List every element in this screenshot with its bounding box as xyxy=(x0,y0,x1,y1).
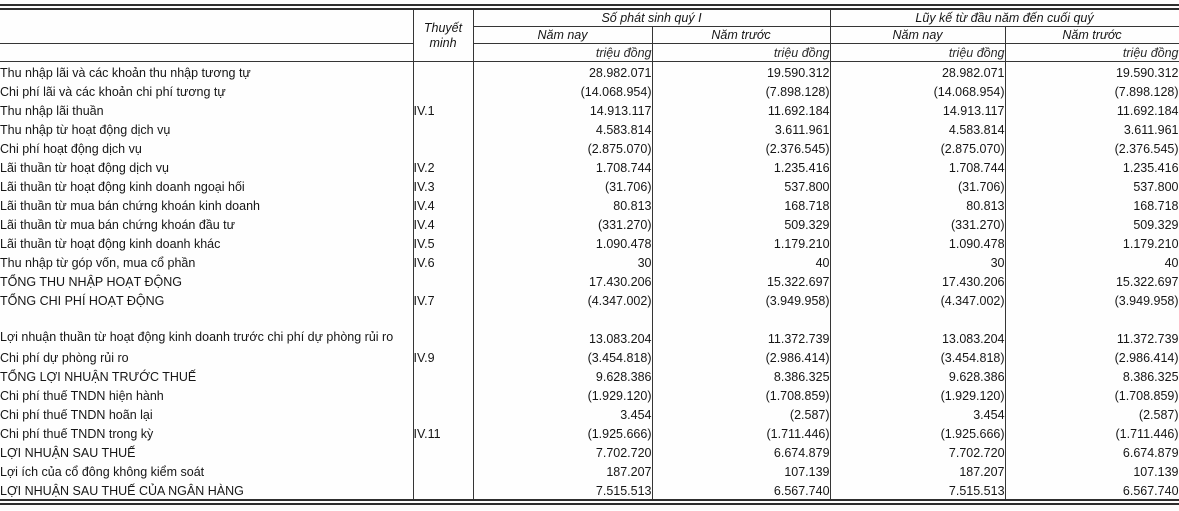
notes-column-header: Thuyết minh xyxy=(413,10,473,62)
row-label: Chi phí thuế TNDN hoãn lại xyxy=(0,408,153,422)
value-cell: (1.929.120) xyxy=(473,385,652,404)
value-cell: 11.692.184 xyxy=(652,100,830,119)
row-label: Lãi thuần từ hoạt động kinh doanh ngoại hối xyxy=(0,180,245,194)
row-label: Chi phí hoạt động dịch vụ xyxy=(0,142,142,156)
value-cell: 1.235.416 xyxy=(652,157,830,176)
value-cell: (14.068.954) xyxy=(473,81,652,100)
row-label: Chi phí lãi và các khoản chi phí tương tự xyxy=(0,85,226,99)
value-cell: 17.430.206 xyxy=(830,271,1005,290)
note-reference: IV.3 xyxy=(413,176,473,195)
note-reference xyxy=(413,366,473,385)
value-cell: 3.454 xyxy=(473,404,652,423)
value-cell: (2.875.070) xyxy=(473,138,652,157)
table-row xyxy=(0,62,1179,82)
value-cell: 7.702.720 xyxy=(830,442,1005,461)
unit-label: triệu đồng xyxy=(830,44,1005,62)
value-cell: (14.068.954) xyxy=(830,81,1005,100)
value-cell: 9.628.386 xyxy=(830,366,1005,385)
table-row xyxy=(0,157,1179,176)
header-group-row xyxy=(0,10,1179,27)
value-cell: 30 xyxy=(830,252,1005,271)
value-cell: 28.982.071 xyxy=(473,62,652,82)
value-cell: 9.628.386 xyxy=(473,366,652,385)
value-cell: 40 xyxy=(1005,252,1179,271)
note-reference xyxy=(413,81,473,100)
table-row xyxy=(0,100,1179,119)
table-row xyxy=(0,138,1179,157)
value-cell: (7.898.128) xyxy=(652,81,830,100)
value-cell: 1.179.210 xyxy=(1005,233,1179,252)
value-cell: 7.515.513 xyxy=(830,480,1005,499)
note-reference xyxy=(413,138,473,157)
row-label: TỔNG LỢI NHUẬN TRƯỚC THUẾ xyxy=(0,370,197,384)
row-label: Thu nhập từ hoạt động dịch vụ xyxy=(0,123,171,137)
value-cell: 19.590.312 xyxy=(1005,62,1179,82)
table-row xyxy=(0,385,1179,404)
table-row xyxy=(0,480,1179,499)
value-cell: 8.386.325 xyxy=(1005,366,1179,385)
value-cell: 187.207 xyxy=(473,461,652,480)
value-cell: 1.179.210 xyxy=(652,233,830,252)
value-cell: 11.372.739 xyxy=(1005,309,1179,347)
value-cell: 1.708.744 xyxy=(830,157,1005,176)
label-column-header xyxy=(0,10,413,27)
note-reference xyxy=(413,385,473,404)
value-cell: 1.090.478 xyxy=(473,233,652,252)
value-cell: 19.590.312 xyxy=(652,62,830,82)
row-label: Lãi thuần từ mua bán chứng khoán đầu tư xyxy=(0,218,235,232)
table-row xyxy=(0,176,1179,195)
group-header-quarter: Số phát sinh quý I xyxy=(473,10,830,27)
row-label: Chi phí dự phòng rủi ro xyxy=(0,351,129,365)
value-cell: 6.674.879 xyxy=(652,442,830,461)
value-cell: (1.925.666) xyxy=(473,423,652,442)
table-row xyxy=(0,214,1179,233)
value-cell: 80.813 xyxy=(830,195,1005,214)
value-cell: 30 xyxy=(473,252,652,271)
value-cell: 11.692.184 xyxy=(1005,100,1179,119)
value-cell: 1.090.478 xyxy=(830,233,1005,252)
value-cell: (31.706) xyxy=(473,176,652,195)
value-cell: (2.587) xyxy=(1005,404,1179,423)
table-row xyxy=(0,290,1179,309)
value-cell: 7.702.720 xyxy=(473,442,652,461)
subcolumn-header-ytd-prior-year: Năm trước xyxy=(1005,27,1179,44)
value-cell: (3.949.958) xyxy=(1005,290,1179,309)
note-reference xyxy=(413,119,473,138)
value-cell: 509.329 xyxy=(1005,214,1179,233)
value-cell: 40 xyxy=(652,252,830,271)
value-cell: 6.567.740 xyxy=(1005,480,1179,499)
subcolumn-header-q-current-year: Năm nay xyxy=(473,27,652,44)
value-cell: (3.454.818) xyxy=(473,347,652,366)
row-label: Thu nhập từ góp vốn, mua cổ phần xyxy=(0,256,196,270)
unit-label: triệu đồng xyxy=(473,44,652,62)
row-label: Lợi ích của cổ đông không kiểm soát xyxy=(0,465,205,479)
table-header xyxy=(0,10,1179,62)
label-column-spacer xyxy=(0,44,413,62)
value-cell: (1.708.859) xyxy=(652,385,830,404)
value-cell: 15.322.697 xyxy=(652,271,830,290)
row-label: Lợi nhuận thuần từ hoạt động kinh doanh trước chi phí dự phòng rủi ro xyxy=(0,330,394,344)
table-row xyxy=(0,461,1179,480)
value-cell: 537.800 xyxy=(652,176,830,195)
value-cell: 7.515.513 xyxy=(473,480,652,499)
header-sub-row xyxy=(0,27,1179,44)
value-cell: 13.083.204 xyxy=(473,309,652,347)
value-cell: (1.925.666) xyxy=(830,423,1005,442)
value-cell: (2.376.545) xyxy=(1005,138,1179,157)
note-reference xyxy=(413,404,473,423)
income-statement-table xyxy=(0,10,1179,499)
row-label: TỔNG CHI PHÍ HOẠT ĐỘNG xyxy=(0,294,165,308)
value-cell: 14.913.117 xyxy=(473,100,652,119)
value-cell: (1.929.120) xyxy=(830,385,1005,404)
value-cell: (3.949.958) xyxy=(652,290,830,309)
subcolumn-header-ytd-current-year: Năm nay xyxy=(830,27,1005,44)
value-cell: 8.386.325 xyxy=(652,366,830,385)
value-cell: 15.322.697 xyxy=(1005,271,1179,290)
table-row xyxy=(0,366,1179,385)
value-cell: 107.139 xyxy=(1005,461,1179,480)
value-cell: (2.587) xyxy=(652,404,830,423)
value-cell: 6.567.740 xyxy=(652,480,830,499)
note-reference: IV.4 xyxy=(413,195,473,214)
value-cell: 17.430.206 xyxy=(473,271,652,290)
note-reference xyxy=(413,442,473,461)
row-label: Lãi thuần từ mua bán chứng khoán kinh doanh xyxy=(0,199,260,213)
note-reference: IV.9 xyxy=(413,347,473,366)
note-reference: IV.4 xyxy=(413,214,473,233)
unit-label: triệu đồng xyxy=(652,44,830,62)
value-cell: 80.813 xyxy=(473,195,652,214)
note-reference xyxy=(413,309,473,347)
value-cell: 187.207 xyxy=(830,461,1005,480)
value-cell: (331.270) xyxy=(830,214,1005,233)
header-unit-row xyxy=(0,44,1179,62)
value-cell: (2.376.545) xyxy=(652,138,830,157)
table-row xyxy=(0,404,1179,423)
note-reference xyxy=(413,271,473,290)
value-cell: 1.235.416 xyxy=(1005,157,1179,176)
value-cell: 6.674.879 xyxy=(1005,442,1179,461)
value-cell: 14.913.117 xyxy=(830,100,1005,119)
table-row xyxy=(0,347,1179,366)
note-reference xyxy=(413,461,473,480)
value-cell: 4.583.814 xyxy=(473,119,652,138)
row-label: Lãi thuần từ hoạt động kinh doanh khác xyxy=(0,237,221,251)
subcolumn-header-q-prior-year: Năm trước xyxy=(652,27,830,44)
note-reference xyxy=(413,480,473,499)
value-cell: (4.347.002) xyxy=(473,290,652,309)
value-cell: (7.898.128) xyxy=(1005,81,1179,100)
table-row xyxy=(0,309,1179,347)
note-reference: IV.11 xyxy=(413,423,473,442)
unit-label: triệu đồng xyxy=(1005,44,1179,62)
value-cell: 13.083.204 xyxy=(830,309,1005,347)
value-cell: (331.270) xyxy=(473,214,652,233)
note-reference: IV.7 xyxy=(413,290,473,309)
row-label: TỔNG THU NHẬP HOẠT ĐỘNG xyxy=(0,275,182,289)
table-row xyxy=(0,271,1179,290)
table-body xyxy=(0,62,1179,500)
value-cell: (2.875.070) xyxy=(830,138,1005,157)
table-row xyxy=(0,423,1179,442)
table-row xyxy=(0,81,1179,100)
row-label: LỢI NHUẬN SAU THUẾ xyxy=(0,446,136,460)
row-label: Chi phí thuế TNDN trong kỳ xyxy=(0,427,154,441)
row-label: LỢI NHUẬN SAU THUẾ CỦA NGÂN HÀNG xyxy=(0,484,244,498)
value-cell: 3.454 xyxy=(830,404,1005,423)
value-cell: (2.986.414) xyxy=(652,347,830,366)
row-label: Thu nhập lãi và các khoản thu nhập tương tự xyxy=(0,66,251,80)
note-reference: IV.6 xyxy=(413,252,473,271)
value-cell: (1.711.446) xyxy=(1005,423,1179,442)
note-reference xyxy=(413,62,473,82)
value-cell: 107.139 xyxy=(652,461,830,480)
note-reference: IV.1 xyxy=(413,100,473,119)
value-cell: (4.347.002) xyxy=(830,290,1005,309)
value-cell: 3.611.961 xyxy=(652,119,830,138)
value-cell: 537.800 xyxy=(1005,176,1179,195)
bottom-double-rule xyxy=(0,499,1179,505)
row-label: Chi phí thuế TNDN hiện hành xyxy=(0,389,164,403)
value-cell: (1.711.446) xyxy=(652,423,830,442)
value-cell: (1.708.859) xyxy=(1005,385,1179,404)
table-row xyxy=(0,442,1179,461)
label-column-underline xyxy=(0,27,413,44)
value-cell: 168.718 xyxy=(652,195,830,214)
table-row xyxy=(0,252,1179,271)
value-cell: 28.982.071 xyxy=(830,62,1005,82)
value-cell: 168.718 xyxy=(1005,195,1179,214)
value-cell: 1.708.744 xyxy=(473,157,652,176)
value-cell: 3.611.961 xyxy=(1005,119,1179,138)
table-row xyxy=(0,233,1179,252)
note-reference: IV.2 xyxy=(413,157,473,176)
row-label: Thu nhập lãi thuần xyxy=(0,104,104,118)
value-cell: 4.583.814 xyxy=(830,119,1005,138)
table-row xyxy=(0,195,1179,214)
note-reference: IV.5 xyxy=(413,233,473,252)
table-row xyxy=(0,119,1179,138)
value-cell: 509.329 xyxy=(652,214,830,233)
value-cell: (2.986.414) xyxy=(1005,347,1179,366)
group-header-ytd: Lũy kế từ đầu năm đến cuối quý xyxy=(830,10,1179,27)
row-label: Lãi thuần từ hoạt động dịch vụ xyxy=(0,161,169,175)
value-cell: (3.454.818) xyxy=(830,347,1005,366)
value-cell: (31.706) xyxy=(830,176,1005,195)
value-cell: 11.372.739 xyxy=(652,309,830,347)
